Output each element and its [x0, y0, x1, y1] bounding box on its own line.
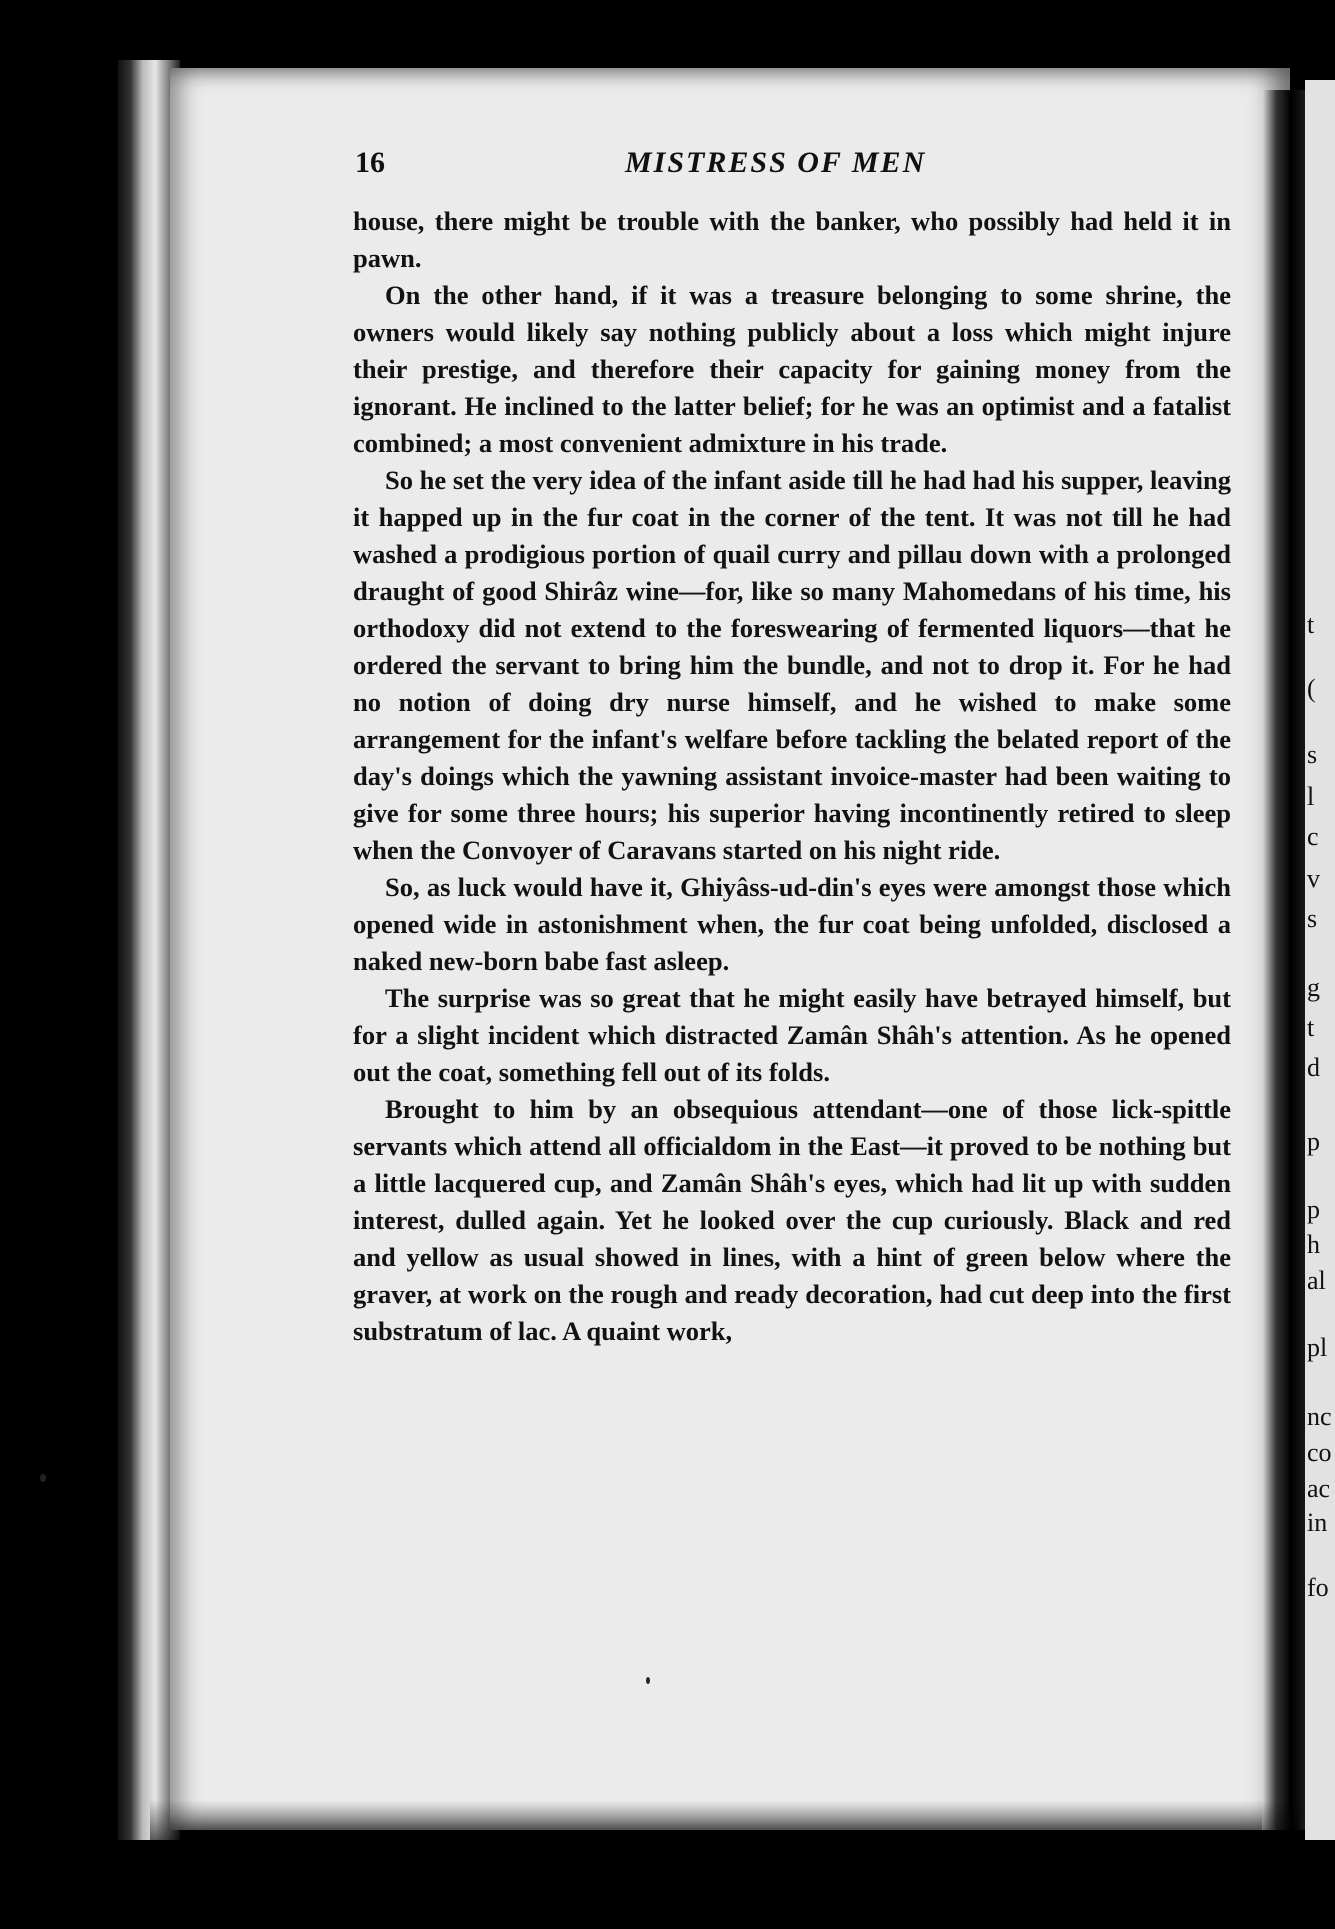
- facing-page-sliver: [1305, 80, 1335, 1840]
- facing-page-fragment: ac: [1307, 1474, 1331, 1503]
- paragraph: So he set the very idea of the infant aside till he had had his supper, leaving it happed up in the fur coat in the corner of the tent. It was not till he had washed a prodigious portion of quail curry and pillau down with a prolonged draught of good Shirâz wine—for, like so many Mahomedans of his time, his orthodoxy did not extend to the foreswearing of fermented liquors—that he ordered the servant to bring him the bundle, and not to drop it. For he had no notion of doing dry nurse himself, and he wished to make some arrangement for the infant's welfare before tackling the belated report of the day's doings which the yawning assistant invoice-master had been waiting to give for some three hours; his superior having incontinently retired to sleep when the Convoyer of Caravans started on his night ride.: [353, 465, 1231, 865]
- facing-page-fragment: p: [1307, 1127, 1320, 1156]
- page-number: 16: [355, 146, 385, 179]
- facing-page-fragment: al: [1307, 1266, 1326, 1295]
- paragraph: Brought to him by an obsequious attendant—one of those lick-spittle servants which attend all officialdom in the East—it proved to be nothing but a little lacquered cup, and Zamân Shâh's eyes, which had lit up with sudden interest, dulled again. Yet he looked over the cup curiously. Black and red and yellow as usual showed in lines, with a hint of green below where the graver, at work on the rough and ready decoration, had cut deep into the first substratum of lac. A quaint work,: [353, 1094, 1231, 1346]
- facing-page-fragment: nc: [1307, 1402, 1332, 1431]
- facing-page-fragment: p: [1307, 1195, 1320, 1224]
- paragraph: On the other hand, if it was a treasure belonging to some shrine, the owners would likely say nothing publicly about a loss which might injure their prestige, and therefore their capacity for gaining money from the ignorant. He inclined to the latter belief; for he was an optimist and a fatalist combined; a most convenient admixture in his trade.: [353, 280, 1231, 458]
- paragraph: house, there might be trouble with the banker, who possibly had held it in pawn.: [353, 206, 1231, 273]
- facing-page-fragment: v: [1307, 864, 1320, 893]
- facing-page-fragment: co: [1307, 1438, 1332, 1467]
- facing-page-fragment: d: [1307, 1053, 1320, 1082]
- book-gutter: [1262, 90, 1310, 1830]
- facing-page-fragment: g: [1307, 973, 1320, 1002]
- facing-page-fragment: h: [1307, 1230, 1320, 1259]
- scan-speck: [646, 1677, 650, 1684]
- facing-page-fragment: l: [1307, 782, 1315, 811]
- scan-speck: [40, 1474, 46, 1482]
- facing-page-fragment: (: [1307, 674, 1316, 703]
- body-text: [353, 203, 1231, 1350]
- page-header: [355, 146, 1235, 186]
- facing-page-fragment: fo: [1307, 1573, 1329, 1602]
- facing-page-fragment: c: [1307, 822, 1319, 851]
- paragraph: So, as luck would have it, Ghiyâss-ud-din's eyes were amongst those which opened wide in astonishment when, the fur coat being unfolded, disclosed a naked new-born babe fast asleep.: [353, 872, 1231, 976]
- facing-page-fragment: in: [1307, 1508, 1328, 1537]
- facing-page-fragment: s: [1307, 904, 1318, 933]
- paragraph: The surprise was so great that he might easily have betrayed himself, but for a slight incident which distracted Zamân Shâh's attention. As he opened out the coat, something fell out of its folds.: [353, 983, 1231, 1087]
- page-bottom-shadow: [150, 1800, 1300, 1860]
- facing-page-fragment: t: [1307, 610, 1315, 639]
- running-title: MISTRESS OF MEN: [625, 146, 927, 179]
- facing-page-fragment: t: [1307, 1013, 1315, 1042]
- facing-page-fragment: pl: [1307, 1333, 1328, 1362]
- facing-page-fragment: s: [1307, 740, 1318, 769]
